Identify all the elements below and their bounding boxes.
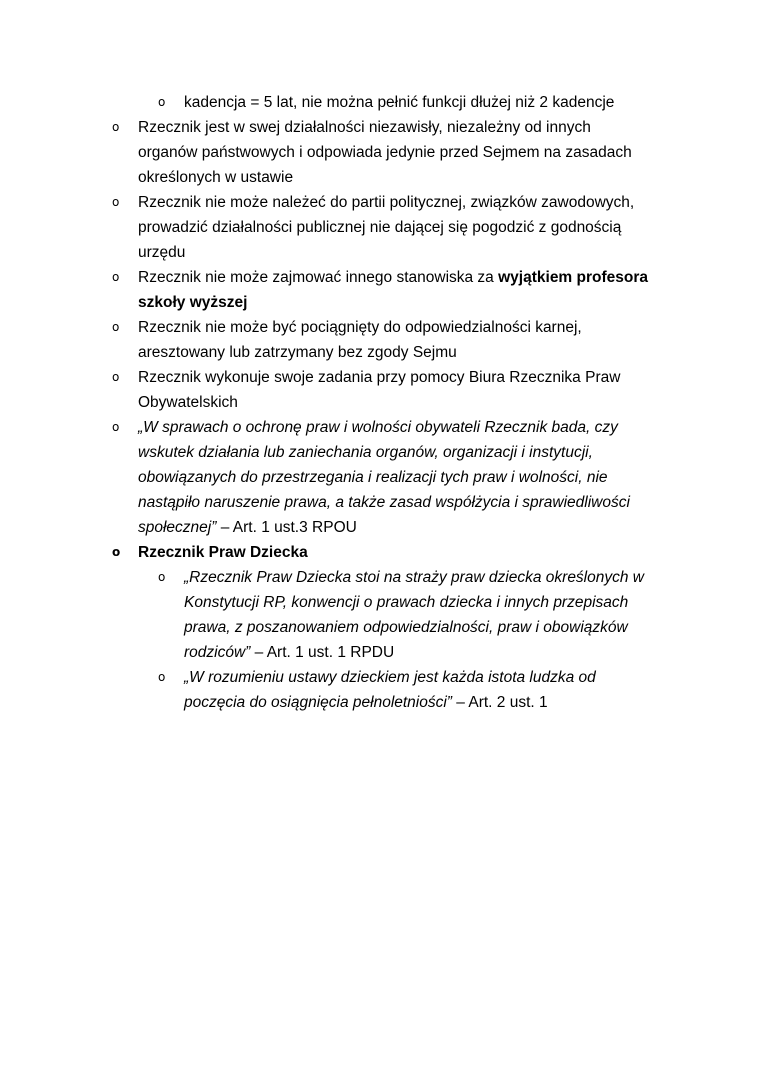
quote-text: „W rozumieniu ustawy dzieckiem jest każda istota ludzka od xyxy=(184,669,596,686)
list-item-heading-rpd xyxy=(112,540,668,565)
list-item-text: Rzecznik nie może należeć do partii politycznej, związków zawodowych, xyxy=(138,194,635,211)
section-heading: Rzecznik Praw Dziecka xyxy=(138,544,308,561)
list-item-text: określonych w ustawie xyxy=(138,169,294,186)
bullet-icon: o xyxy=(112,320,120,334)
citation: – Art. 2 ust. 1 xyxy=(451,694,548,711)
quote-text: „Rzecznik Praw Dziecka stoi na straży praw dziecka określonych w xyxy=(184,569,644,586)
quote-text: nastąpiło naruszenie prawa, a także zasad współżycia i sprawiedliwości xyxy=(138,494,630,511)
list-item-quote-child-definition xyxy=(158,665,664,715)
list-item-quote-rpou xyxy=(112,415,668,540)
list-item-text-bold: wyjątkiem profesora xyxy=(498,269,649,286)
list-item-party-membership xyxy=(112,190,668,265)
list-item-text: kadencja = 5 lat, nie można pełnić funkcji dłużej niż 2 kadencje xyxy=(184,94,615,111)
list-item-immunity xyxy=(112,315,668,365)
list-item-text-normal: Rzecznik nie może zajmować innego stanowiska za xyxy=(138,269,499,286)
quote-text: Konstytucji RP, konwencji o prawach dziecka i innych przepisach xyxy=(184,594,629,611)
list-item-text: Obywatelskich xyxy=(138,394,238,411)
list-item-text: Rzecznik wykonuje swoje zadania przy pomocy Biura Rzecznika Praw xyxy=(138,369,621,386)
quote-text: poczęcia do osiągnięcia pełnoletniości” xyxy=(184,694,452,711)
bullet-icon: o xyxy=(112,195,120,209)
quote-text: „W sprawach o ochronę praw i wolności obywateli Rzecznik bada, czy xyxy=(138,419,618,436)
list-item-text: Rzecznik jest w swej działalności niezawisły, niezależny od innych xyxy=(138,119,591,136)
list-item-text: Rzecznik nie może być pociągnięty do odpowiedzialności karnej, xyxy=(138,319,582,336)
quote-text: obowiązanych do przestrzegania i realizacji tych praw i wolności, nie xyxy=(138,469,608,486)
list-item-term xyxy=(158,90,664,115)
quote-text: prawa, z poszanowaniem odpowiedzialności, praw i obowiązków xyxy=(184,619,628,636)
bullet-icon: o xyxy=(158,95,166,109)
citation: – Art. 1 ust. 1 RPDU xyxy=(250,644,395,661)
quote-text: społecznej” xyxy=(138,519,217,536)
list-item-other-positions xyxy=(112,265,668,315)
bullet-icon: o xyxy=(112,120,120,134)
bullet-icon: o xyxy=(112,545,121,559)
bullet-icon: o xyxy=(158,570,166,584)
list-item-text: aresztowany lub zatrzymany bez zgody Sejmu xyxy=(138,344,457,361)
list-item-text: prowadzić działalności publicznej nie dającej się pogodzić z godnością xyxy=(138,219,622,236)
quote-text: rodziców” xyxy=(184,644,251,661)
list-item-text: urzędu xyxy=(138,244,186,261)
quote-citation-line xyxy=(138,515,668,540)
quote-citation-line xyxy=(184,690,664,715)
bullet-icon: o xyxy=(112,420,120,434)
quote-text: wskutek działania lub zaniechania organów, organizacji i instytucji, xyxy=(138,444,593,461)
bullet-icon: o xyxy=(112,370,120,384)
citation: – Art. 1 ust.3 RPOU xyxy=(216,519,357,536)
list-item-text xyxy=(138,265,668,290)
quote-citation-line xyxy=(184,640,664,665)
list-item-independence xyxy=(112,115,668,190)
list-item-office xyxy=(112,365,668,415)
bullet-icon: o xyxy=(112,270,120,284)
list-item-text: organów państwowych i odpowiada jedynie przed Sejmem na zasadach xyxy=(138,144,632,161)
list-item-text-bold: szkoły wyższej xyxy=(138,294,248,311)
bullet-icon: o xyxy=(158,670,166,684)
list-item-quote-rpdu xyxy=(158,565,664,665)
